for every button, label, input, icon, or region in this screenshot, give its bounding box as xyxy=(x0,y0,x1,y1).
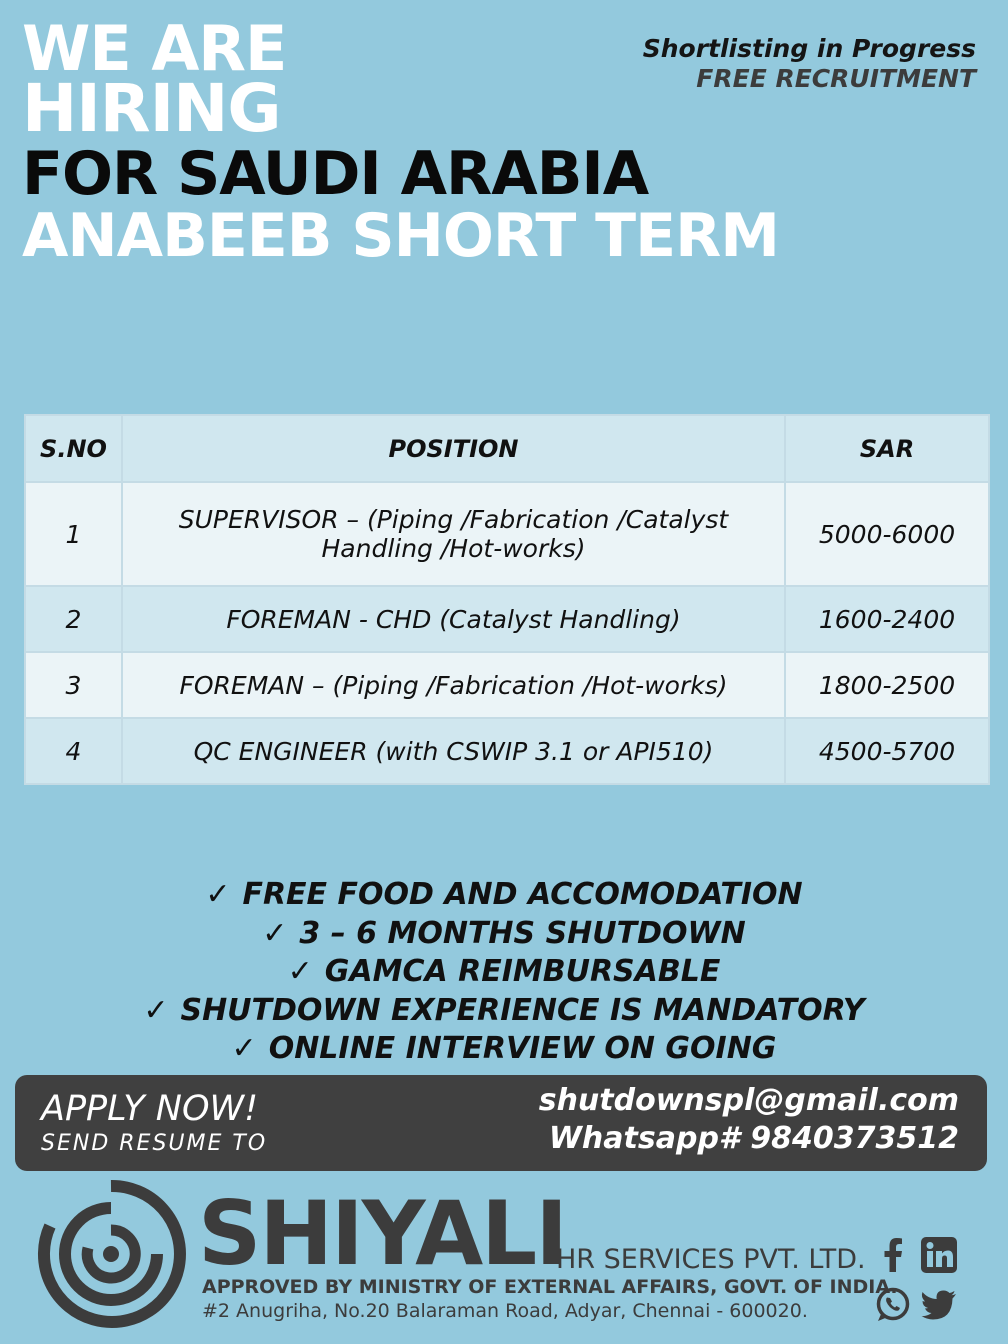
checkmark-icon: ✓ xyxy=(143,992,169,1028)
company-approval: APPROVED BY MINISTRY OF EXTERNAL AFFAIRS, GOVT. OF INDIA. xyxy=(202,1276,898,1298)
headline-we-are: WE ARE xyxy=(22,12,287,85)
company-name: SHIYALI xyxy=(198,1182,566,1285)
company-logo-icon xyxy=(36,1178,186,1332)
row-sar: 5000-6000 xyxy=(785,482,989,586)
row-sar: 1600-2400 xyxy=(785,586,989,652)
header-sar: SAR xyxy=(785,415,989,482)
benefits-list xyxy=(0,876,1008,1069)
linkedin-icon[interactable] xyxy=(920,1236,958,1274)
list-item xyxy=(0,915,1008,954)
headline-hiring: HIRING xyxy=(22,70,281,147)
list-item xyxy=(0,876,1008,915)
facebook-icon[interactable] xyxy=(874,1236,912,1274)
whatsapp-icon[interactable] xyxy=(874,1286,912,1324)
benefit-text: GAMCA REIMBURSABLE xyxy=(324,954,721,990)
row-sar: 4500-5700 xyxy=(785,718,989,784)
row-position: SUPERVISOR – (Piping /Fabrication /Catalyst Handling /Hot-works) xyxy=(122,482,785,586)
benefit-text: 3 – 6 MONTHS SHUTDOWN xyxy=(299,915,746,951)
contact-whatsapp[interactable]: Whatsapp# 9840373512 xyxy=(548,1121,959,1156)
list-item xyxy=(0,953,1008,992)
checkmark-icon: ✓ xyxy=(205,877,231,912)
company-suffix: HR SERVICES PVT. LTD. xyxy=(556,1244,866,1275)
benefit-text: ONLINE INTERVIEW ON GOING xyxy=(268,1031,777,1067)
company-footer xyxy=(0,1172,1008,1344)
row-sno: 1 xyxy=(25,482,122,586)
benefit-text: SHUTDOWN EXPERIENCE IS MANDATORY xyxy=(180,992,865,1028)
apply-panel xyxy=(15,1075,987,1171)
status-block xyxy=(643,34,976,94)
table-row xyxy=(25,586,989,652)
checkmark-icon: ✓ xyxy=(287,954,313,990)
positions-table xyxy=(24,414,990,785)
headline-project: ANABEEB SHORT TERM xyxy=(22,201,779,271)
recruitment-status: FREE RECRUITMENT xyxy=(696,64,976,93)
row-position: FOREMAN – (Piping /Fabrication /Hot-works) xyxy=(122,652,785,718)
contact-email[interactable]: shutdownspl@gmail.com xyxy=(538,1083,959,1118)
table-row xyxy=(25,718,989,784)
apply-subtitle: SEND RESUME TO xyxy=(41,1131,268,1156)
benefit-text: FREE FOOD AND ACCOMODATION xyxy=(242,877,803,912)
table-header-row xyxy=(25,415,989,482)
table-row xyxy=(25,482,989,586)
twitter-icon[interactable] xyxy=(920,1286,958,1324)
row-sno: 3 xyxy=(25,652,122,718)
list-item xyxy=(0,992,1008,1031)
table-row xyxy=(25,652,989,718)
row-position: FOREMAN - CHD (Catalyst Handling) xyxy=(122,586,785,652)
checkmark-icon: ✓ xyxy=(262,915,288,951)
shortlisting-status: Shortlisting in Progress xyxy=(642,34,976,63)
row-position: QC ENGINEER (with CSWIP 3.1 or API510) xyxy=(122,718,785,784)
company-address: #2 Anugriha, No.20 Balaraman Road, Adyar, Chennai - 600020. xyxy=(202,1300,808,1322)
apply-title: APPLY NOW! xyxy=(41,1089,259,1129)
row-sno: 2 xyxy=(25,586,122,652)
header-position: POSITION xyxy=(122,415,785,482)
row-sno: 4 xyxy=(25,718,122,784)
header-sno: S.NO xyxy=(25,415,122,482)
headline-country: FOR SAUDI ARABIA xyxy=(22,139,649,209)
row-sar: 1800-2500 xyxy=(785,652,989,718)
checkmark-icon: ✓ xyxy=(231,1031,257,1067)
list-item xyxy=(0,1030,1008,1069)
